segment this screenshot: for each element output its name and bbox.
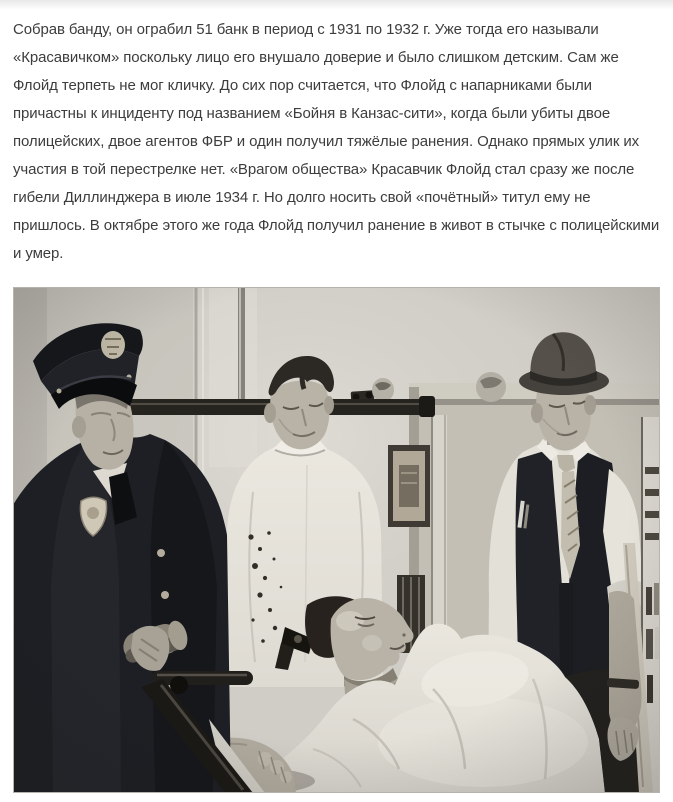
photo-vignette (13, 287, 660, 793)
morgue-photo (13, 287, 660, 793)
page-top-fade (0, 0, 673, 10)
morgue-photo-illustration (13, 287, 660, 793)
article-paragraph: Собрав банду, он ограбил 51 банк в период с 1931 по 1932 г. Уже тогда его называли «Красавичком» поскольку лицо его внушало доверие и было слишком детским. Сам же Флойд терпеть не мог кличку. До сих пор считается, что Флойд с напарниками были причастны к инциденту под названием «Бойня в Канзас-сити», когда были убиты двое полицейских, двое агентов ФБР и один получил тяжёлые ранения. Однако прямых улик их участия в той перестрелке нет. «Врагом общества» Красавчик Флойд стал сразу же после гибели Диллинджера в июле 1934 г. Но долго носить свой «почётный» титул ему не пришлось. В октябре этого же года Флойд получил ранение в живот в стычке с полицейскими и умер. (13, 21, 660, 262)
